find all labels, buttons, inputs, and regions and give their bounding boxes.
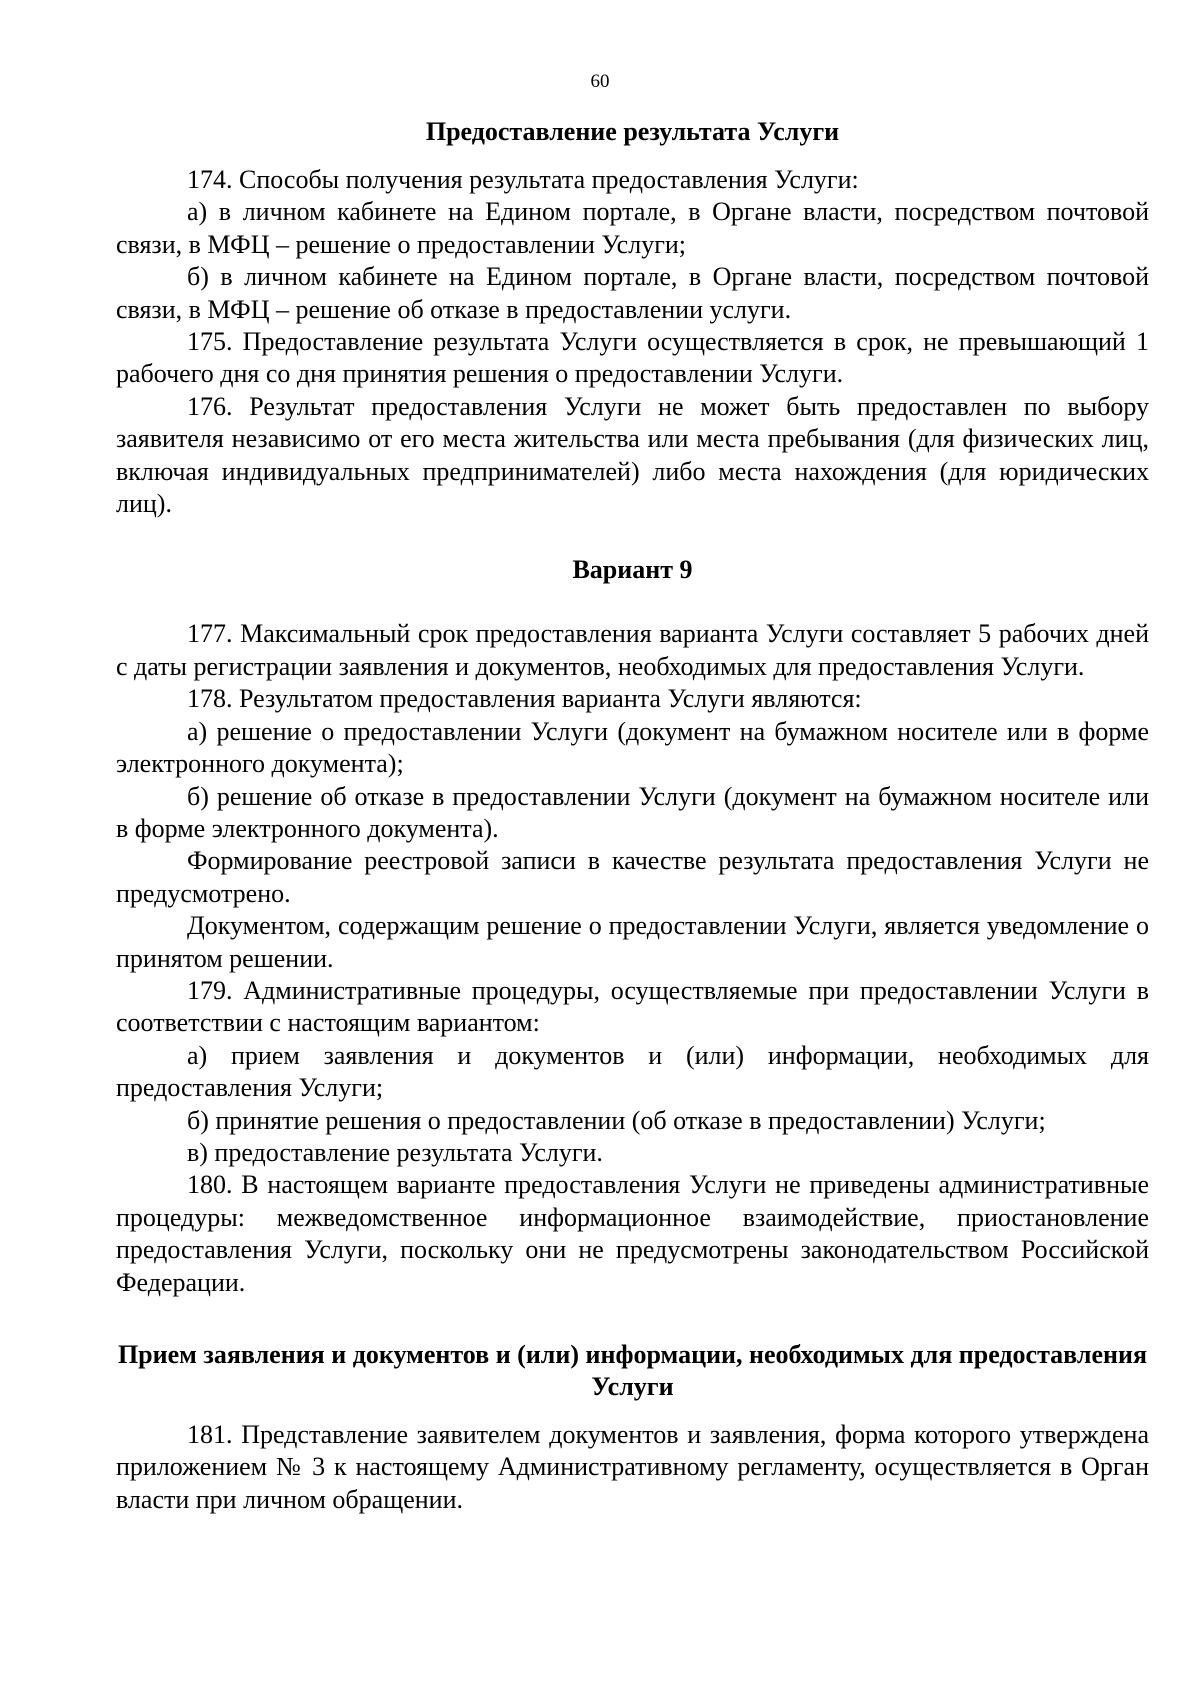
- document-body: [116, 116, 1149, 1516]
- page-number: 60: [590, 71, 610, 92]
- paragraph-178-a: а) решение о предоставлении Услуги (документ на бумажном носителе или в форме электронного документа);: [116, 716, 1149, 779]
- paragraph-174-a: а) в личном кабинете на Едином портале, в Органе власти, посредством почтовой связи, в МФЦ – решение о предоставлении Услуги;: [116, 197, 1149, 259]
- paragraph-registry-record: Формирование реестровой записи в качестве результата предоставления Услуги не предусмотрено.: [116, 846, 1149, 908]
- paragraph-181: 181. Представление заявителем документов и заявления, форма которого утверждена приложением № 3 к настоящему Административному регламенту, осуществляется в Орган власти при личном обращении.: [116, 1420, 1149, 1514]
- section-heading-variant-9: Вариант 9: [572, 555, 693, 585]
- paragraph-179-a: а) прием заявления и документов и (или) информации, необходимых для предоставления Услуги;: [116, 1040, 1149, 1103]
- paragraph-178: 178. Результатом предоставления варианта Услуги являются:: [187, 684, 862, 714]
- paragraph-174: 174. Способы получения результата предоставления Услуги:: [187, 165, 859, 194]
- paragraph-177: 177. Максимальный срок предоставления варианта Услуги составляет 5 рабочих дней с даты регистрации заявления и документов, необходимых для предоставления Услуги.: [116, 619, 1149, 681]
- paragraph-179-b: б) принятие решения о предоставлении (об отказе в предоставлении) Услуги;: [187, 1105, 1046, 1135]
- paragraph-180: 180. В настоящем варианте предоставления Услуги не приведены административные процедуры: межведомственное информационное взаимодействие, приостановление предоставления Услуги, поскольку они не предусмотрены законодательством Российской Федерации.: [116, 1170, 1149, 1297]
- paragraph-179-c: в) предоставление результата Услуги.: [187, 1137, 603, 1167]
- section-heading-application-intake: Прием заявления и документов и (или) информации, необходимых для предоставления Услуги: [117, 1340, 1148, 1401]
- paragraph-176: 176. Результат предоставления Услуги не может быть предоставлен по выбору заявителя независимо от его места жительства или места пребывания (для физических лиц, включая индивидуальных предпринимателей) либо места нахождения (для юридических лиц).: [116, 391, 1149, 519]
- paragraph-174-b: б) в личном кабинете на Едином портале, в Органе власти, посредством почтовой связи, в МФЦ – решение об отказе в предоставлении услуги.: [116, 262, 1149, 324]
- section-heading-result: Предоставление результата Услуги: [425, 117, 840, 146]
- paragraph-decision-document: Документом, содержащим решение о предоставлении Услуги, является уведомление о принятом решении.: [116, 911, 1149, 973]
- paragraph-179: 179. Административные процедуры, осуществляемые при предоставлении Услуги в соответствии с настоящим вариантом:: [116, 975, 1149, 1038]
- paragraph-178-b: б) решение об отказе в предоставлении Услуги (документ на бумажном носителе или в форме электронного документа).: [116, 781, 1149, 843]
- paragraph-175: 175. Предоставление результата Услуги осуществляется в срок, не превышающий 1 рабочего дня со дня принятия решения о предоставлении Услуги.: [116, 327, 1149, 389]
